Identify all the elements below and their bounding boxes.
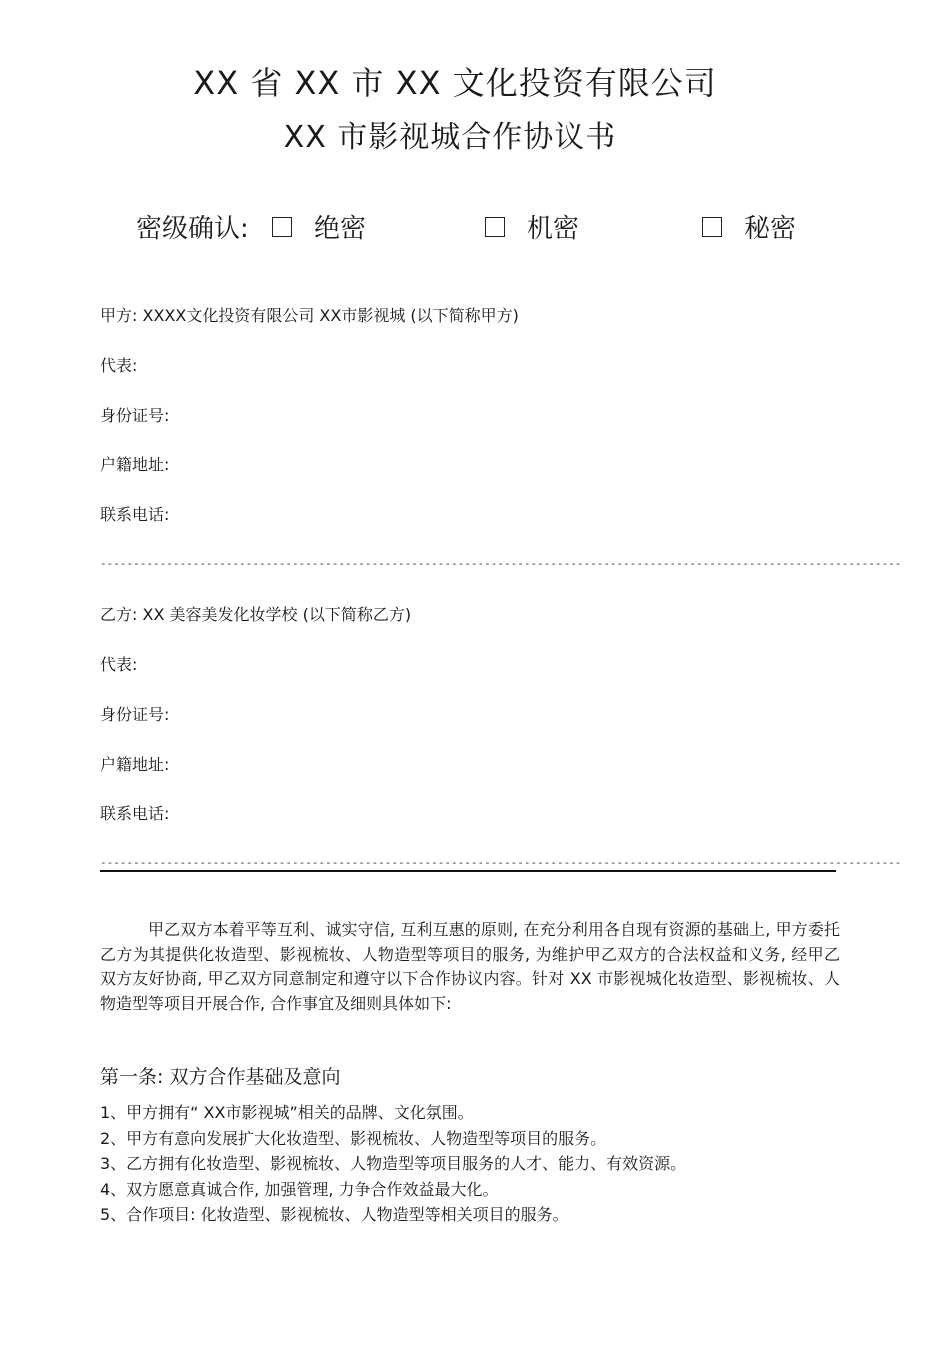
party-a-address: 户籍地址:: [100, 455, 170, 474]
party-b-representative: 代表:: [100, 655, 138, 674]
list-item: 3、乙方拥有化妆造型、影视梳妆、人物造型等项目服务的人才、能力、有效资源。: [100, 1154, 687, 1173]
secrecy-option-top-secret[interactable]: [272, 208, 366, 245]
article-items: [100, 1100, 686, 1228]
secrecy-level-row: [136, 208, 836, 248]
party-b-id-number: 身份证号:: [100, 705, 170, 724]
checkbox-icon[interactable]: [702, 217, 722, 237]
checkbox-icon[interactable]: [272, 217, 292, 237]
party-a-phone: 联系电话:: [100, 505, 170, 524]
list-item: 5、合作项目: 化妆造型、影视梳妆、人物造型等相关项目的服务。: [100, 1205, 569, 1224]
document-title-line1: XX 省 XX 市 XX 文化投资有限公司: [193, 64, 717, 102]
article-heading: 第一条: 双方合作基础及意向: [100, 1066, 341, 1088]
checkbox-icon[interactable]: [485, 217, 505, 237]
list-item: 2、甲方有意向发展扩大化妆造型、影视梳妆、人物造型等项目的服务。: [100, 1128, 607, 1148]
list-item: 4、双方愿意真诚合作, 加强管理, 力争合作效益最大化。: [100, 1179, 499, 1199]
intro-paragraph: 甲乙双方本着平等互利、诚实守信, 互利互惠的原则, 在充分利用各自现有资源的基础上, 甲方委托乙方为其提供化妆造型、影视梳妆、人物造型等项目的服务, 为维护甲乙双方的合法权益和义务, 经甲乙双方友好协商, 甲乙双方同意制定和遵守以下合作协议内容。针对 XX 市影视城化妆造型、影视梳妆、人物造型等项目开展合作, 合作事宜及细则具体如下:: [100, 920, 840, 1013]
party-a-id-number: 身份证号:: [100, 406, 170, 425]
party-a-representative: 代表:: [100, 356, 138, 375]
party-b-address: 户籍地址:: [100, 755, 170, 774]
divider: [100, 870, 836, 872]
party-b-name: 乙方: XX 美容美发化妆学校 (以下简称乙方): [100, 605, 412, 624]
secrecy-option-label: 机密: [527, 214, 580, 244]
separator-line: -------------------------------------------------------------------------------------------------------------------------: [100, 557, 902, 570]
secrecy-label: 密级确认:: [136, 214, 249, 244]
party-a-name: 甲方: XXXX文化投资有限公司 XX市影视城 (以下简称甲方): [100, 306, 519, 325]
list-item: 1、甲方拥有“ XX市影视城”相关的品牌、文化氛围。: [100, 1103, 474, 1122]
party-b-phone: 联系电话:: [100, 804, 170, 823]
secrecy-option-label: 秘密: [744, 214, 797, 244]
secrecy-option-secret[interactable]: [702, 208, 796, 245]
separator-line: -------------------------------------------------------------------------------------------------------------------------: [100, 856, 902, 869]
secrecy-option-confidential[interactable]: [485, 208, 579, 245]
document-title-line2: XX 市影视城合作协议书: [283, 120, 617, 155]
secrecy-option-label: 绝密: [314, 214, 367, 244]
